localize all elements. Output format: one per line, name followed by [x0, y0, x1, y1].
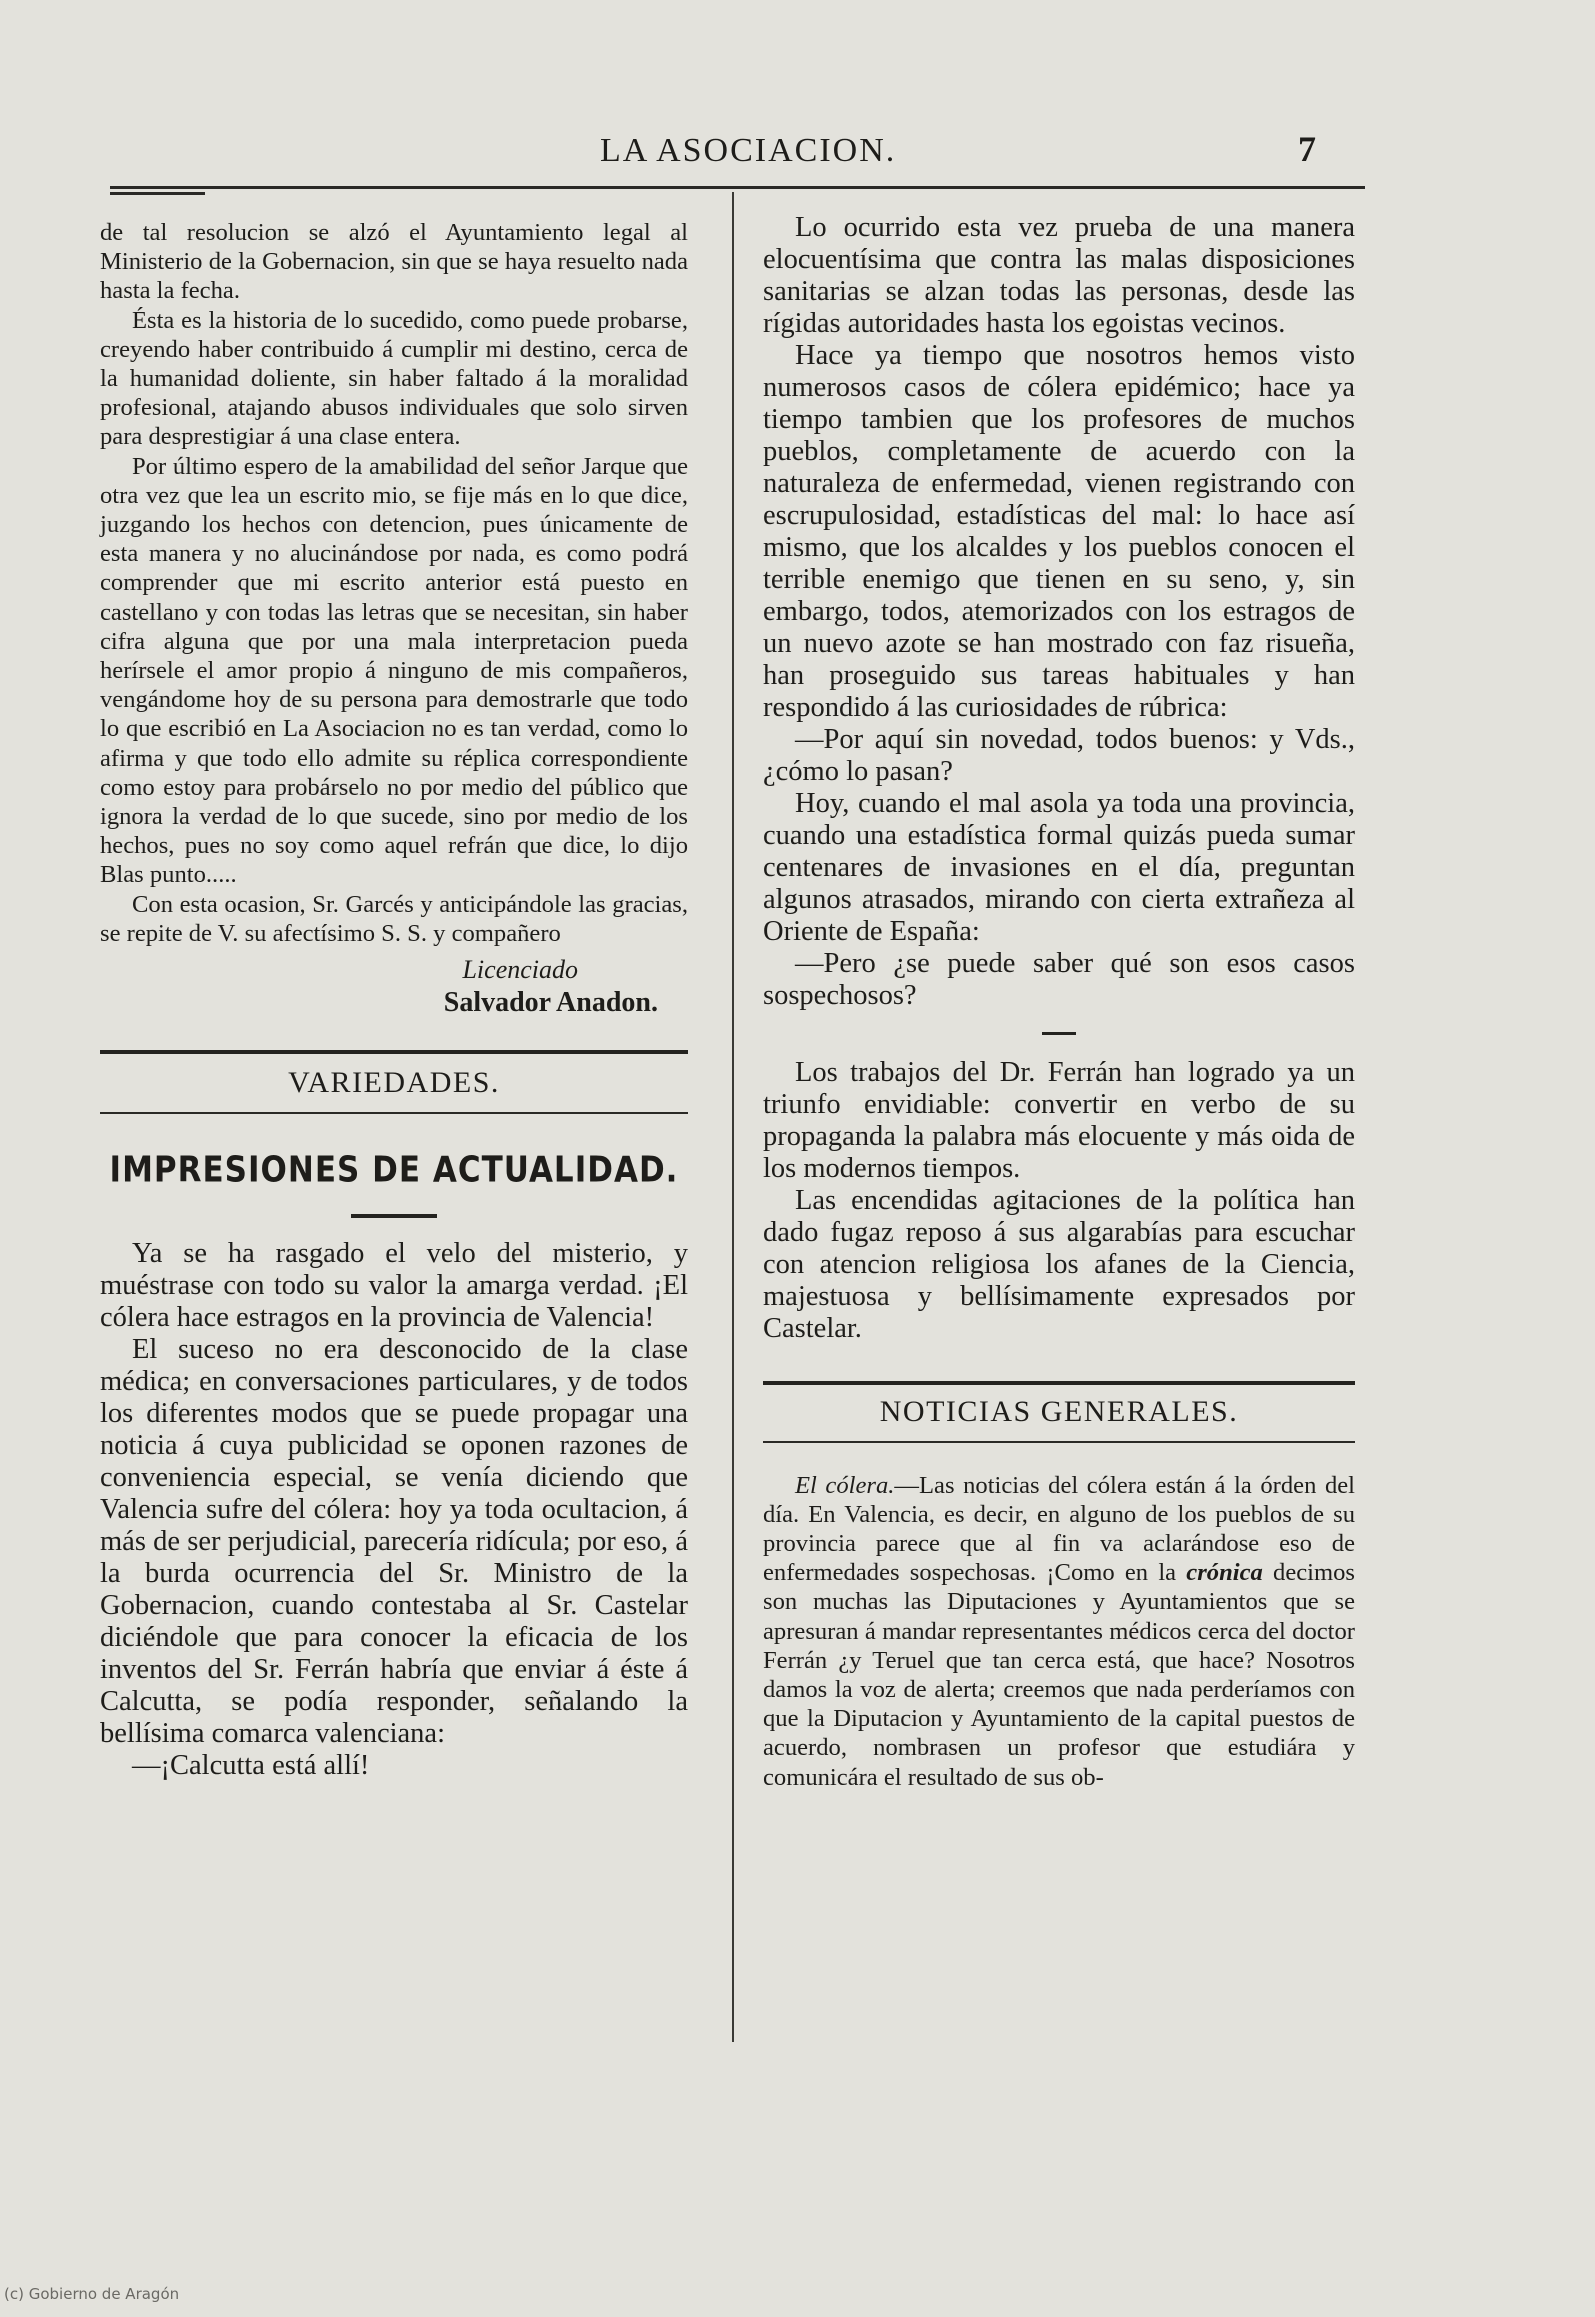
letter-paragraph: Por último espero de la amabilidad del señor Jarque que otra vez que lea un escrito mio, se fije más en lo que dice, juzgando los hechos con detencion, pues únicamente de esta manera y no alucinándose por nada, es como podrá comprender que mi escrito anterior está puesto en castellano y con todas las letras que se necesitan, sin haber cifra alguna que por una mala interpretacion pueda herírsele el amor propio á ninguno de mis compañeros, vengándome hoy de su persona para demostrarle que todo lo que escribió en La Asociacion no es tan verdad, como lo afirma y que todo ello admite su réplica correspondiente como estoy para probárselo no por medio del público que ignora la verdad de lo que sucede, sino por medio de los hechos, pues no soy como aquel refrán que dice, lo dijo Blas punto..... [100, 452, 688, 889]
separator-dash [1042, 1032, 1076, 1035]
article-text-right [763, 212, 1355, 1012]
page-number: 7 [1298, 129, 1316, 169]
section-rule-bottom [763, 1441, 1355, 1443]
news-text-part: decimos son muchas las Diputaciones y Ayuntamientos que se apresuran á mandar representantes médicos cerca del doctor Ferrán ¿y Teruel que tan cerca está, que hace? Nosotros damos la voz de alerta; creemos que nada perderíamos con que la Diputacion y Ayuntamiento de la capital puestos de acuerdo, nombrasen un profesor que estudiára y comunicára el resultado de sus ob- [763, 1559, 1355, 1791]
left-column [100, 218, 688, 1782]
article-paragraph: Los trabajos del Dr. Ferrán han logrado ya un triunfo envidiable: convertir en verbo de su propaganda la palabra más elocuente y más oida de los modernos tiempos. [763, 1057, 1355, 1184]
header-rule-short [110, 192, 205, 195]
section-rule-bottom [100, 1112, 688, 1114]
running-header-title: LA ASOCIACION. [600, 132, 897, 169]
letter-paragraph: Con esta ocasion, Sr. Garcés y anticipándole las gracias, se repite de V. su afectísimo S. S. y compañero [100, 890, 688, 947]
letter-text [100, 218, 688, 948]
article-paragraph: Lo ocurrido esta vez prueba de una manera elocuentísima que contra las malas disposiciones sanitarias se alzan todas las personas, desde las rígidas autoridades hasta los egoistas vecinos. [763, 212, 1355, 339]
right-column [763, 212, 1355, 1792]
news-cronica: crónica [1186, 1559, 1263, 1587]
article-title: IMPRESIONES DE ACTUALIDAD. [109, 1148, 679, 1191]
news-text-part: —Las noticias del cólera están á la órden del día. En Valencia, es decir, en alguno de los pueblos de su provincia parece que al fin va aclarándose eso de enfermedades sospechosas. ¡Como en la [763, 1471, 1356, 1587]
article-paragraph: Hoy, cuando el mal asola ya toda una provincia, cuando una estadística formal quizás pueda sumar centenares de invasiones en el día, preguntan algunos atrasados, mirando con cierta extrañeza al Oriente de España: [763, 788, 1355, 947]
article-paragraph: Las encendidas agitaciones de la política han dado fugaz reposo á sus algarabías para escuchar con atencion religiosa los afanes de la Ciencia, majestuosa y bellísimamente expresados por Castelar. [763, 1185, 1355, 1344]
article-paragraph: —Pero ¿se puede saber qué son esos casos sospechosos? [763, 948, 1355, 1011]
article-text-left [100, 1238, 688, 1782]
section-rule-top [100, 1050, 688, 1054]
article-paragraph: —¡Calcutta está allí! [132, 1749, 370, 1781]
letter-paragraph: de tal resolucion se alzó el Ayuntamiento legal al Ministerio de la Gobernacion, sin que se haya resuelto nada hasta la fecha. [100, 219, 688, 305]
article-paragraph: —Por aquí sin novedad, todos buenos: y Vds., ¿cómo lo pasan? [763, 724, 1355, 787]
section-heading-variedades: VARIEDADES. [288, 1066, 500, 1100]
section-rule-top [763, 1381, 1355, 1385]
news-lead: El cólera. [795, 1471, 895, 1499]
title-rule [351, 1214, 437, 1218]
signature-title: Licenciado [462, 955, 578, 985]
header-rule [110, 186, 1365, 189]
signature-name: Salvador Anadon. [443, 987, 658, 1019]
article-text-right-2 [763, 1057, 1355, 1345]
news-text [763, 1471, 1355, 1792]
article-paragraph: Hace ya tiempo que nosotros hemos visto numerosos casos de cólera epidémico; hace ya tiempo tambien que los profesores de muchos pueblos, completamente de acuerdo con la naturaleza de enfermedad, vienen registrando con escrupulosidad, estadísticas del mal: lo hace así mismo, que los alcaldes y los pueblos conocen el terrible enemigo que tienen en su seno, y, sin embargo, todos, atemorizados con los estragos de un nuevo azote se han mostrado con faz risueña, han proseguido sus tareas habituales y han respondido á las curiosidades de rúbrica: [763, 340, 1355, 723]
article-paragraph: El suceso no era desconocido de la clase médica; en conversaciones particulares, y de todos los diferentes modos que se puede propagar una noticia á cuya publicidad se oponen razones de conveniencia especial, se venía diciendo que Valencia sufre del cólera: hoy ya toda ocultacion, á más de ser perjudicial, parecería ridícula; por eso, á la burda ocurrencia del Sr. Ministro de la Gobernacion, cuando contestaba al Sr. Castelar diciéndole que para conocer la eficacia de los inventos del Sr. Ferrán habría que enviar á éste á Calcutta, se podía responder, señalando la bellísima comarca valenciana: [100, 1333, 688, 1749]
section-heading-noticias: NOTICIAS GENERALES. [879, 1395, 1239, 1428]
column-divider [732, 192, 734, 2042]
article-paragraph: Ya se ha rasgado el velo del misterio, y muéstrase con todo su valor la amarga verdad. ¡El cólera hace estragos en la provincia de Valencia! [100, 1237, 688, 1333]
news-paragraph [763, 1471, 1355, 1792]
copyright-credit: (c) Gobierno de Aragón [4, 2285, 180, 2303]
letter-paragraph: Ésta es la historia de lo sucedido, como puede probarse, creyendo haber contribuido á cumplir mi destino, cerca de la humanidad doliente, sin haber faltado á la moralidad profesional, atajando abusos individuales que solo sirven para desprestigiar á una clase entera. [100, 306, 688, 451]
